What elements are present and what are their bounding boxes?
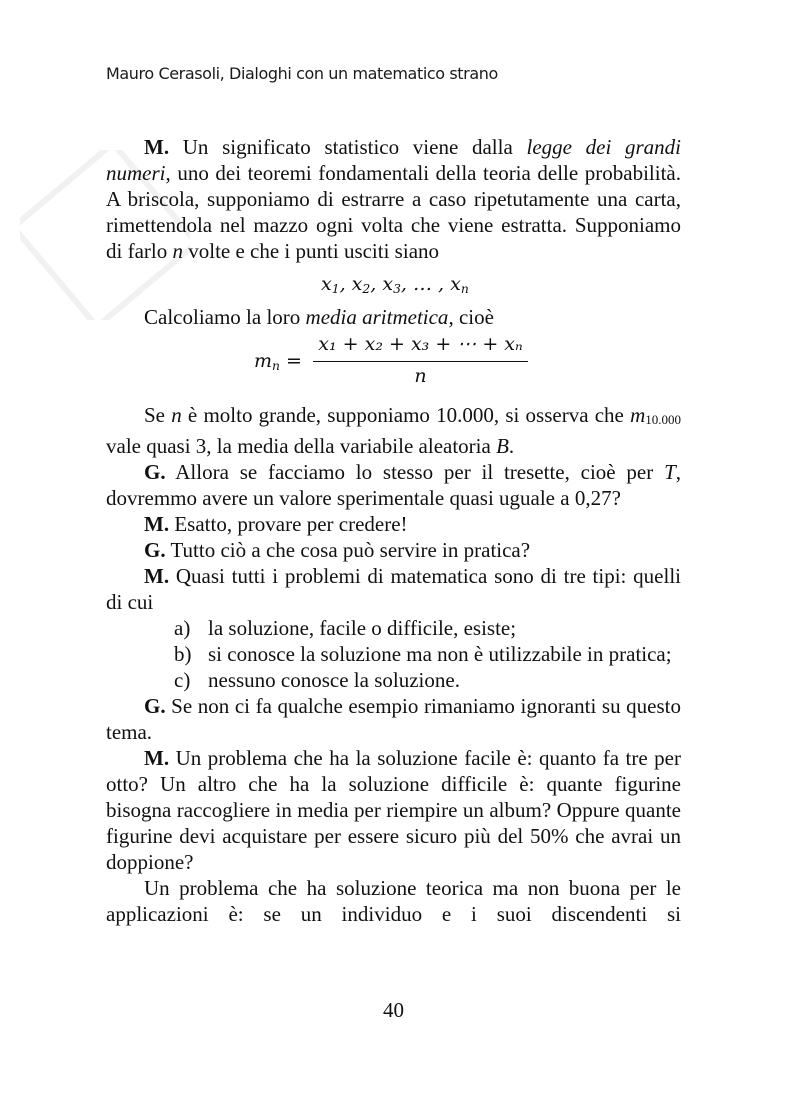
text: Un problema che ha la soluzione facile è: quanto fa tre per otto? Un altro che ha la soluzione difficile è: quante figurine bisogna raccogliere in media per riempire un album? Oppure quante figurine devi acquistare per essere sicuro più del 50% che avrai un doppione? — [106, 746, 681, 874]
subscript: 2 — [362, 282, 371, 296]
paragraph-tre-tipi — [106, 563, 681, 615]
equals-sign: = — [279, 350, 302, 372]
text: . — [508, 434, 515, 458]
separator: , — [400, 273, 414, 295]
formula-mean — [106, 334, 681, 398]
var-x: x — [351, 273, 363, 295]
list-text: si conosce la soluzione ma non è utilizzabile in pratica; — [208, 642, 672, 666]
speaker-label: G. — [144, 694, 166, 718]
speaker-label: M. — [144, 746, 170, 770]
list-label: c) — [174, 668, 191, 692]
list-item — [106, 641, 681, 667]
text: Quasi tutti i problemi di matematica sono di tre tipi: quelli di cui — [106, 564, 681, 614]
paragraph-discendenti — [106, 875, 681, 927]
speaker-label: G. — [144, 538, 166, 562]
text: Se — [144, 403, 172, 427]
text: Un problema che ha soluzione teorica ma non buona per le applicazioni è: se un individuo e i suoi discendenti si — [106, 876, 681, 926]
var-x: x — [321, 273, 332, 295]
paragraph-figurine — [106, 745, 681, 875]
text: volte e che i punti usciti siano — [182, 239, 440, 263]
list-item — [106, 667, 681, 693]
text: Se non ci fa qualche esempio rimaniamo ignoranti su questo tema. — [106, 694, 681, 744]
page-body — [106, 134, 681, 927]
paragraph-tresette — [106, 459, 681, 511]
page-number: 40 — [383, 998, 404, 1022]
text: Un significato statistico viene dalla — [169, 135, 527, 159]
var-x: x — [382, 273, 394, 295]
emphasis: media aritmetica — [305, 305, 449, 329]
text: Allora se facciamo lo stesso per il tresette, cioè per — [165, 460, 665, 484]
text: Tutto ciò a che cosa può servire in pratica? — [165, 538, 531, 562]
subscript: 10.000 — [645, 412, 682, 427]
text: , cioè — [448, 305, 494, 329]
text: Calcoliamo la loro — [144, 305, 306, 329]
text: , dovremmo avere un valore sperimentale quasi uguale a 0,27? — [106, 460, 681, 510]
formula-sequence — [106, 264, 681, 304]
list-text: la soluzione, facile o difficile, esiste; — [208, 616, 517, 640]
variable-B: B — [496, 434, 509, 458]
subscript: n — [460, 282, 469, 296]
paragraph-esatto — [106, 511, 681, 537]
running-header: Mauro Cerasoli, Dialoghi con un matematico strano — [106, 64, 498, 83]
var-x: x — [450, 273, 461, 295]
list-item — [106, 615, 681, 641]
variable-T: T — [664, 460, 676, 484]
var-m: m — [254, 350, 273, 372]
paragraph-esempio — [106, 693, 681, 745]
list-label: a) — [174, 616, 191, 640]
subscript: n — [272, 359, 280, 373]
fraction — [313, 330, 528, 390]
text: è molto grande, supponiamo 10.000, si osserva che — [181, 403, 631, 427]
speaker-label: M. — [144, 564, 170, 588]
subscript: 3 — [393, 282, 401, 296]
variable-n: n — [171, 403, 182, 427]
paragraph-legge-grandi-numeri — [106, 134, 681, 264]
ellipsis: … , — [413, 273, 451, 295]
paragraph-n-grande — [106, 402, 681, 459]
emphasis: legge dei grandi numeri — [106, 135, 682, 185]
separator: , — [339, 273, 352, 295]
separator: , — [370, 273, 383, 295]
paragraph-pratica — [106, 537, 681, 563]
speaker-label: M. — [144, 512, 170, 536]
formula-lhs — [254, 348, 302, 379]
list-text: nessuno conosce la soluzione. — [208, 668, 460, 692]
list-label: b) — [174, 642, 192, 666]
text: vale quasi 3, la media della variabile aleatoria — [106, 434, 497, 458]
speaker-label: G. — [144, 460, 166, 484]
problem-type-list — [106, 615, 681, 693]
text: , uno dei teoremi fondamentali della teoria delle probabilità. A briscola, supponiamo di estrarre a caso ripetutamente una carta, rimettendola nel mazzo ogni volta che viene estratta. Supponiamo di farlo — [106, 161, 681, 263]
variable-m: m — [630, 403, 646, 427]
fraction-numerator: x₁ + x₂ + x₃ + ⋯ + xₙ — [313, 330, 528, 362]
variable-n: n — [172, 239, 183, 263]
text: Esatto, provare per credere! — [169, 512, 408, 536]
subscript: 1 — [331, 282, 340, 296]
speaker-label: M. — [144, 135, 170, 159]
fraction-denominator: n — [414, 365, 427, 387]
paragraph-media-aritmetica — [106, 304, 681, 330]
